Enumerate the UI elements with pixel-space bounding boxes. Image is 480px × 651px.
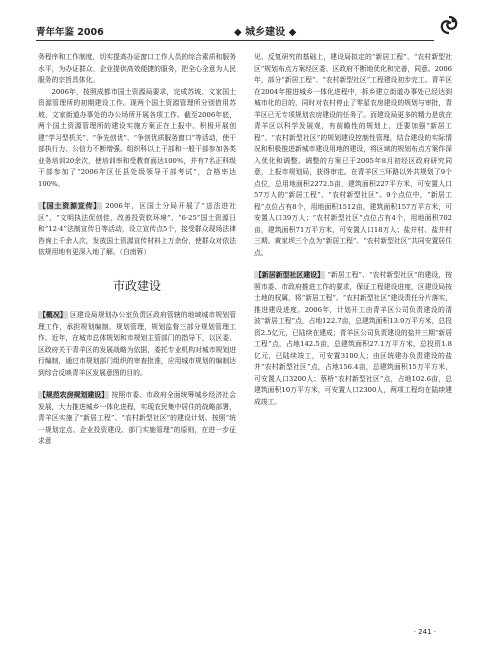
paragraph: [38, 390, 236, 448]
section-heading: 市政建设: [112, 278, 161, 293]
paragraph-body: “新居工程”、“农村新型社区”的建设，按照市委、市政府推进工作的要求，保证工程建设进度，区建设局按土地的权属，将“新居工程”、“农村新型社区”建设责任分片落实，推进建设进度。2006年，计划开工由青羊区公司负责建设的清波“新居工程”点，占地122.7亩，总建筑面积13.9万平方米，总投资2.5亿元，已陆续在建成；青羊区公司负责建设的盐井三期“新居工程”点，占地142.5亩，总建筑面积27.1万平方米，总投资1.8亿元，已陆续竣工，可安置3100人；由区统建办负责建设的盐井“农村新型社区”点，占地156.4亩，总建筑面积15万平方米，可安置人口3200人；蔡桥“农村新型社区”点，占地102.6亩，总建筑面积10万平方米，可安置人口2300人，两项工程均在陆续建成竣工。: [254, 271, 453, 406]
section-title-header: ◆ 城乡建设 ◆: [234, 27, 297, 38]
paragraph: 见、反复研究的基础上，建设局拟定的“新居工程”、“农村新型社区”规划布点方案经区委、区政府不断地优化和完善，同意。2006年，部分“新居工程”、“农村新型社区”工程建设初步完工。青羊区在2004年推进城乡一体化进程中，拆乡建立街道办事处已经达到城市化的目的，同时对农村停止了零星农房建设的规划与审批，青羊区已无专项规划农房建设的任务了。而建设局更多的精力是放在青羊区以科学发展观，有前瞻性的规划上，还要加强“新居工程”、“农村新型社区”的规划建设控制性管理，结合建设的实际情况和积极推进新城市建设用地的建设，将区域的规划布点方案作深入优化和调整。调整的方案已于2005年8月初经区政府研究同意，上报市规划局，获得审定。在青羊区三环路以外共规划了9个点位，总用地面积2272.5亩，建筑面积227平方米，可安置人口57万人的“新居工程”、“农村新型社区”。9个点位中，“新居工程”点位占有8个，用地面积1512亩，建筑面积157万平方米，可安置人口39万人；“农村新型社区”点位占有4个，用地面积702亩，建筑面积71万平方米，可安置人口18万人；盐井村、盐井村三期、黄家坝三个点为“新居工程”、“农村新型社区”共同安置居住点。: [254, 53, 452, 257]
paragraph: [254, 270, 452, 408]
yearbook-title: 青年年鉴 2006: [36, 27, 104, 38]
paragraph-tag: 【概况】: [39, 311, 67, 319]
left-column: [38, 52, 236, 448]
swirl-ornament-icon: [438, 14, 460, 36]
page-header: [36, 16, 460, 42]
header-rule: [36, 40, 434, 41]
paragraph-body: 2006年，区国土分局开展了“送法进社区”、“文明执法促创佳，改善投资软环境”、“6·25”国土资源日和“12·4”法制宣传日等活动，设立宣传点5个，接受群众现场法律咨询上千余人次，发放国土资源宣传材料上万余份，使群众对依法依规用地有更深入地了解。（白南蓉）: [38, 202, 236, 256]
paragraph-tag: 【规范农房规划建设】: [39, 391, 109, 399]
paragraph-tag: 【新居新型社区建设】: [255, 271, 325, 279]
paragraph: 务程序和工作制度，切实提高办证窗口工作人员的综合素质和服务水平，为办证群众、企业提供高效便捷的服务，把全心全意为人民服务的宗旨具体化。: [38, 53, 236, 84]
paragraph: [38, 310, 236, 379]
paragraph-body: 按照市委、市政府全面统筹城乡经济社会发展，大力推进城乡一体化进程，实现农民集中居住的战略部署，青羊区实施了“新居工程”、“农村新型社区”的建设计划。按照“统一规划定点、企业投资建设、部门实施管理”的原则，在进一步征求意: [38, 391, 237, 445]
paragraph-body: 区建设局规划办公室负责区政府管辖的地域城市规划管理工作，承担规划编制、规划管理，规划监督三部分规划管理工作。近年，在城市总体规划和市规划主管部门的指导下，以区委、区政府关于青羊区的发展战略为依据，委托专业机构对城市规划进行编制，通过市规划部门组织的审查批准，应用城市规划的编制达到综合反映青羊区发展意图的目的。: [38, 311, 237, 377]
page-number: · 241 ·: [413, 628, 436, 636]
paragraph: 2006年，按照成都市国土资源局要求，完成苏坡、文家国土资源管理所的初期建设工作。现两个国土资源管理所分别借用苏坡、文家街道办事处的办公场所开展各项工作。截至2006年底，两个国土资源管理所的建设实施方案正在上报中。积极开展创建“学习型机关”、“争先创优”、“争创优质服务窗口”等活动，使干部执行力、公信力不断增强。组织科以上干部和一般干部参加各类业务培训20余次，使培训率和受教育面达100%，并有7名正科级干部参加了“2006年区任县处级领导干部考试”，合格率达100%。: [38, 87, 236, 188]
paragraph-tag: 【国土资源宣传】: [39, 202, 102, 210]
paragraph: [38, 201, 236, 259]
right-column: [254, 52, 452, 408]
